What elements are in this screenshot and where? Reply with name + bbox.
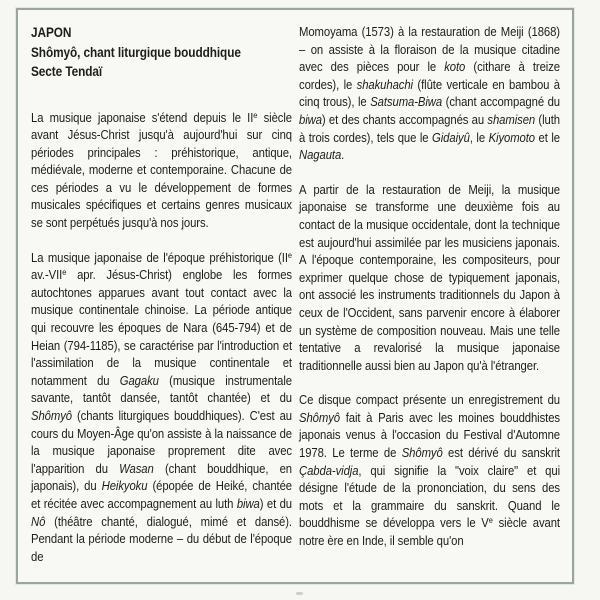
- paragraph: La musique japonaise s'étend depuis le IIe siècle avant Jésus-Christ jusqu'à aujourd'hui sur cinq périodes principales : préhistorique, antique, médiévale, moderne et contemporaine. Chacune de ces périodes a vu le développement de formes musicales spécifiques et certains genres musicaux se sont perpétués jusqu'à nos jours.: [31, 109, 292, 231]
- page-frame: [16, 8, 574, 584]
- left-column-text: [31, 109, 292, 566]
- paragraph: Momoyama (1573) à la restauration de Meiji (1868) – on assiste à la floraison de la musique citadine avec des pièces pour le koto (cithare à treize cordes), le shakuhachi (flûte verticale en bambou à cinq trous), le Satsuma-Biwa (chant accompagné du biwa) et des chants accompagnés au shamisen (luth à trois cordes), tels que le Gidaiyû, le Kiyomoto et le Nagauta.: [299, 24, 561, 163]
- album-header: [31, 23, 292, 82]
- paragraph: Ce disque compact présente un enregistrement du Shômyô fait à Paris avec les moines bouddhistes japonais venus à l'occasion du Festival d'Automne 1978. Le terme de Shômyô est dérivé du sanskrit Çabda-vidja, qui signifie la "voix claire" et qui désigne l'étude de la prononciation, du sens des mots et la grammaire du sanskrit. Quand le bouddhisme se développa vers le Ve siècle avant notre ère en Inde, il semble qu'on: [299, 392, 560, 549]
- paragraph: A partir de la restauration de Meiji, la musique japonaise se transforme une deuxième fois au contact de la musique occidentale, dont la technique est aujourd'hui assimilée par les musiciens japonais. A l'époque contemporaine, les compositeurs, pour exprimer quelque chose de typiquement japonais, ont associé les instruments traditionnels du Japon à ceux de l'Occident, sans parvenir encore à élaborer un système de composition nouveau. Mais une telle tentative a revalorisé la musique japonaise traditionnelle aussi bien au Japon qu'à l'étranger.: [299, 181, 560, 373]
- paragraph: La musique japonaise de l'époque préhistorique (IIe av.-VIIe apr. Jésus-Christ) englobe les formes autochtones apparues avant tout contact avec la musique continentale chinoise. La période antique qui recouvre les époques de Nara (645-794) et de Heian (794-1185), se caractérise par l'introduction et l'assimilation de la musique continentale et notamment du Gagaku (musique instrumentale savante, tantôt dansée, tantôt chantée) et du Shômyô (chants liturgiques bouddhiques). C'est au cours du Moyen-Âge qu'on assiste à la naissance de la musique japonaise proprement dite avec l'apparition du Wasan (chant bouddhique, en japonais), du Heikyoku (épopée de Heiké, chantée et récitée avec accompagnement au luth biwa) et du Nô (théâtre chanté, dialogué, mimé et dansé). Pendant la période moderne – du début de l'époque de: [31, 249, 293, 564]
- right-column: [299, 23, 560, 567]
- left-column: [31, 23, 292, 582]
- header-sect: Secte Tendaï: [31, 64, 103, 79]
- header-country: JAPON: [31, 25, 72, 40]
- page-number-mark: [296, 592, 303, 595]
- header-title: Shômyô, chant liturgique bouddhique: [31, 44, 241, 60]
